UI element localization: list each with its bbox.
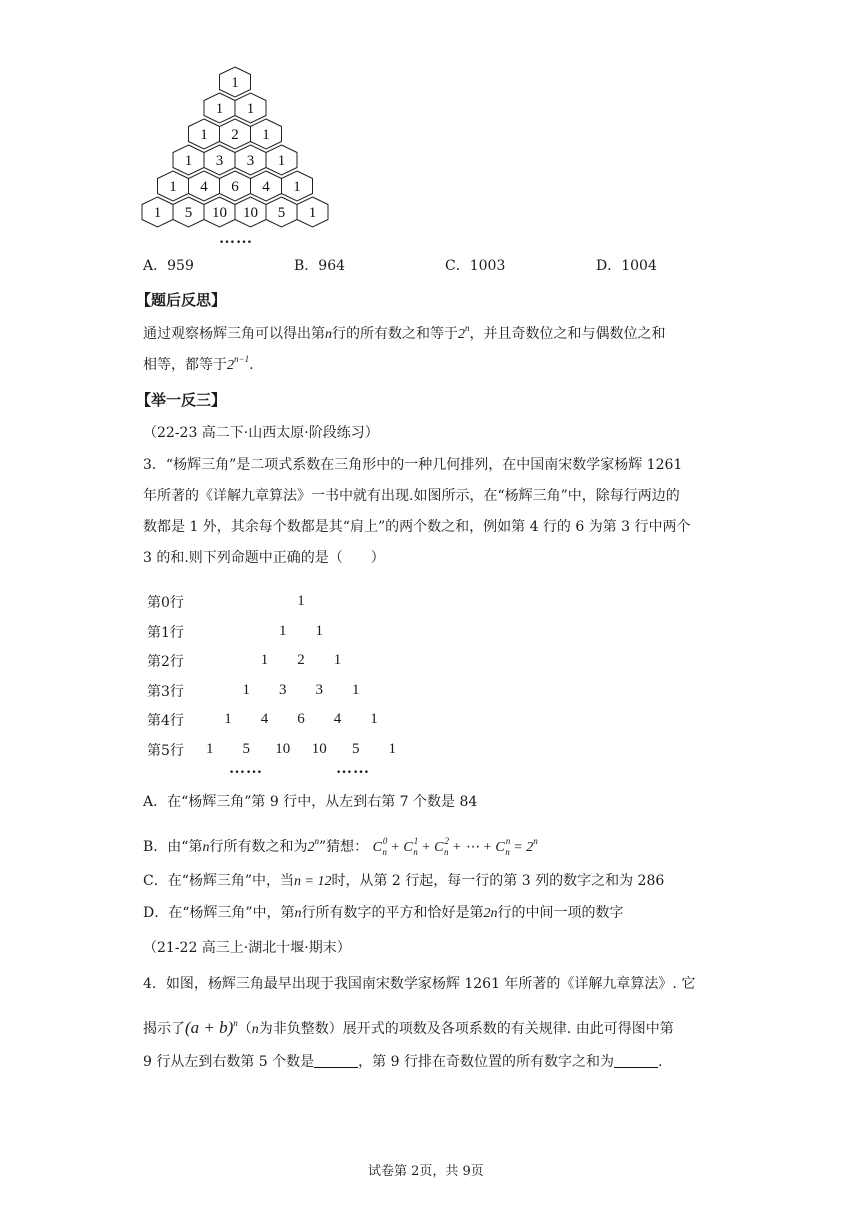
triangle-number: 1 [315,622,323,639]
triangle-number: 1 [352,681,360,698]
triangle-ellipsis-right: …… [336,760,370,777]
hex-cell-value: 1 [200,127,208,143]
hex-cell-value: 1 [308,205,317,221]
triangle-number: 4 [333,711,342,727]
hex-cell-value: 5 [184,205,193,221]
q3-option-d: D．在“杨辉三角”中，第n行所有数字的平方和恰好是第2n行的中间一项的数字 [143,905,624,921]
hex-cell-value: 1 [231,75,239,91]
hex-cell-value: 1 [262,127,270,143]
q2-option-c: C．1003 [445,258,506,274]
hex-cell-value: 1 [215,101,224,117]
triangle-number: 1 [242,681,250,698]
triangle-number: 1 [297,593,305,609]
triangle-number: 5 [242,740,250,757]
triangle-row-label: 第3行 [147,683,184,700]
q3-line-3: 数都是 1 外，其余每个数都是其“肩上”的两个数之和，例如第 4 行的 6 为第 3 行中两个 [143,519,691,535]
triangle-number: 3 [279,681,287,698]
triangle-row-label: 第0行 [147,595,184,611]
triangle-row-label: 第4行 [147,713,184,729]
hex-cell-value: 5 [277,205,286,221]
triangle-number: 10 [311,740,327,757]
hex-cell-value: 1 [184,153,193,169]
triangle-number: 1 [260,652,269,668]
q3-option-b: B．由“第n行所有数之和为2$^n$”猜想： C0n + C1n + C2n + ⋯ + Cnn = $2^n$ [143,836,538,857]
q4-line-1: 4．如图，杨辉三角最早出现于我国南宋数学家杨辉 1261 年所著的《详解九章算法》. 它 [143,976,696,992]
hexagon-pascal-triangle [140,62,340,248]
practice-heading: 【举一反三】 [136,391,227,409]
hex-cell-value: 3 [246,153,255,169]
q3-source: （22-23 高二下·山西太原·阶段练习） [143,425,379,441]
triangle-row-label: 第1行 [147,624,184,641]
hex-cell-value: 4 [262,179,270,195]
q2-option-d: D．1004 [596,258,657,274]
hex-cell-value: 2 [231,127,239,143]
q2-option-a: A．959 [143,258,194,274]
triangle-number: 10 [275,740,291,757]
triangle-number: 1 [333,652,342,668]
hex-cell-value: 1 [169,179,177,195]
hex-cell-value: 10 [212,205,227,221]
triangle-number: 1 [206,740,214,757]
triangle-ellipsis-left: …… [229,760,263,777]
q4-source: （21-22 高三上·湖北十堰·期末） [143,940,351,956]
hex-cell-value: 1 [293,179,301,195]
hex-cell-value: 3 [215,153,224,169]
hex-cell-value: 1 [277,153,286,169]
triangle-number: 1 [279,622,287,639]
reflection-line-2: 相等，都等于$2^{n-1}$. [143,354,254,373]
q3-line-1: 3．“杨辉三角”是二项式系数在三角形中的一种几何排列，在中国南宋数学家杨辉 1261 [143,457,683,473]
q3-option-c: C．在“杨辉三角”中，当n = 12时，从第 2 行起，每一行的第 3 列的数字之和为 286 [143,873,665,889]
triangle-number: 4 [260,711,269,727]
page-footer: 试卷第 2页，共 9页 [368,1164,484,1179]
triangle-number: 3 [315,681,323,698]
triangle-row-label: 第2行 [147,654,184,670]
hex-cell-value: 6 [231,179,239,195]
hex-cell-value: 1 [153,205,162,221]
hex-cell-value: 1 [246,101,255,117]
triangle-number: 6 [297,711,305,727]
q3-line-2: 年所著的《详解九章算法》一书中就有出现.如图所示，在“杨辉三角”中，除每行两边的 [143,488,680,504]
triangle-number: 1 [370,711,378,727]
triangle-number: 1 [388,740,396,757]
answer-blank-1[interactable] [314,1053,358,1068]
q3-option-a: A．在“杨辉三角”第 9 行中，从左到右第 7 个数是 84 [143,794,478,810]
triangle-ellipsis: …… [219,230,253,247]
q4-line-3: 9 行从左到右数第 5 个数是 ，第 9 行排在奇数位置的所有数字之和为 . [143,1054,663,1070]
triangle-number: 5 [352,740,360,757]
q3-line-4: 3 的和.则下列命题中正确的是（ ） [143,550,385,566]
triangle-number: 1 [224,711,232,727]
hex-cell-value: 10 [243,205,258,221]
q4-line-2: 揭示了$(a + b)^n(n$为非负整数）展开式的项数及各项系数的有关规律. 由此可得图中第 [143,1018,674,1037]
q2-option-b: B．964 [294,258,346,274]
triangle-number: 2 [297,652,305,668]
reflection-line-1: 通过观察杨辉三角可以得出第n行的所有数之和等于2$^n$，并且奇数位之和与偶数位之和 [143,323,666,342]
answer-blank-2[interactable] [614,1053,658,1068]
triangle-row-label: 第5行 [147,742,184,759]
reflection-heading: 【题后反思】 [136,291,227,309]
hex-cell-value: 4 [200,179,208,195]
